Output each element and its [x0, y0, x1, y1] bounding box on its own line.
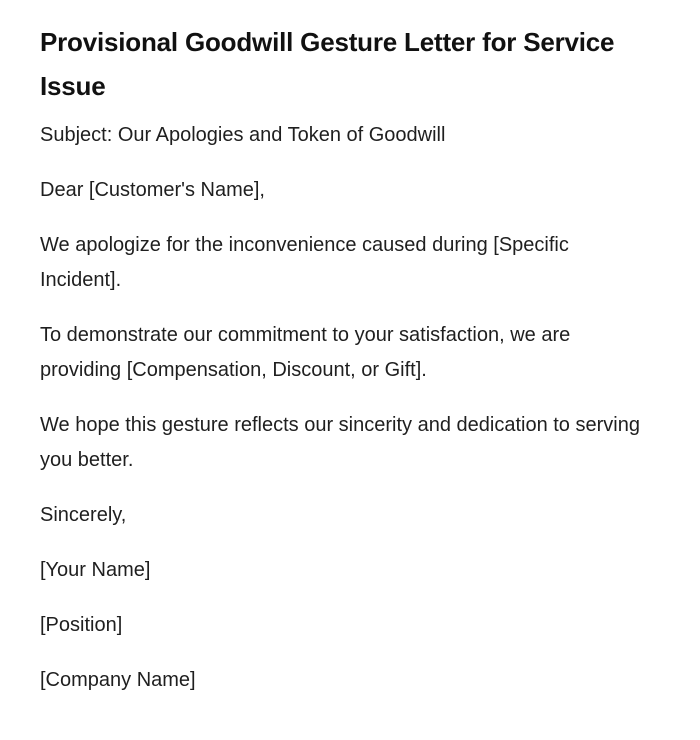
letter-salutation: Dear [Customer's Name],: [40, 179, 265, 201]
letter-paragraph-sincerity: We hope this gesture reflects our sincerity and dedication to serving you better.: [40, 414, 640, 471]
letter-paragraph-apology: We apologize for the inconvenience caused during [Specific Incident].: [40, 234, 569, 291]
signature-company: [Company Name]: [40, 669, 196, 691]
letter-title: Provisional Goodwill Gesture Letter for Service Issue: [40, 27, 615, 101]
signature-position: [Position]: [40, 614, 123, 636]
signature-name: [Your Name]: [40, 559, 151, 581]
letter-subject: Subject: Our Apologies and Token of Goodwill: [40, 124, 446, 146]
letter-paragraph-compensation: To demonstrate our commitment to your satisfaction, we are providing [Compensation, Discount, or Gift].: [40, 324, 571, 381]
letter-closing: Sincerely,: [40, 504, 127, 526]
